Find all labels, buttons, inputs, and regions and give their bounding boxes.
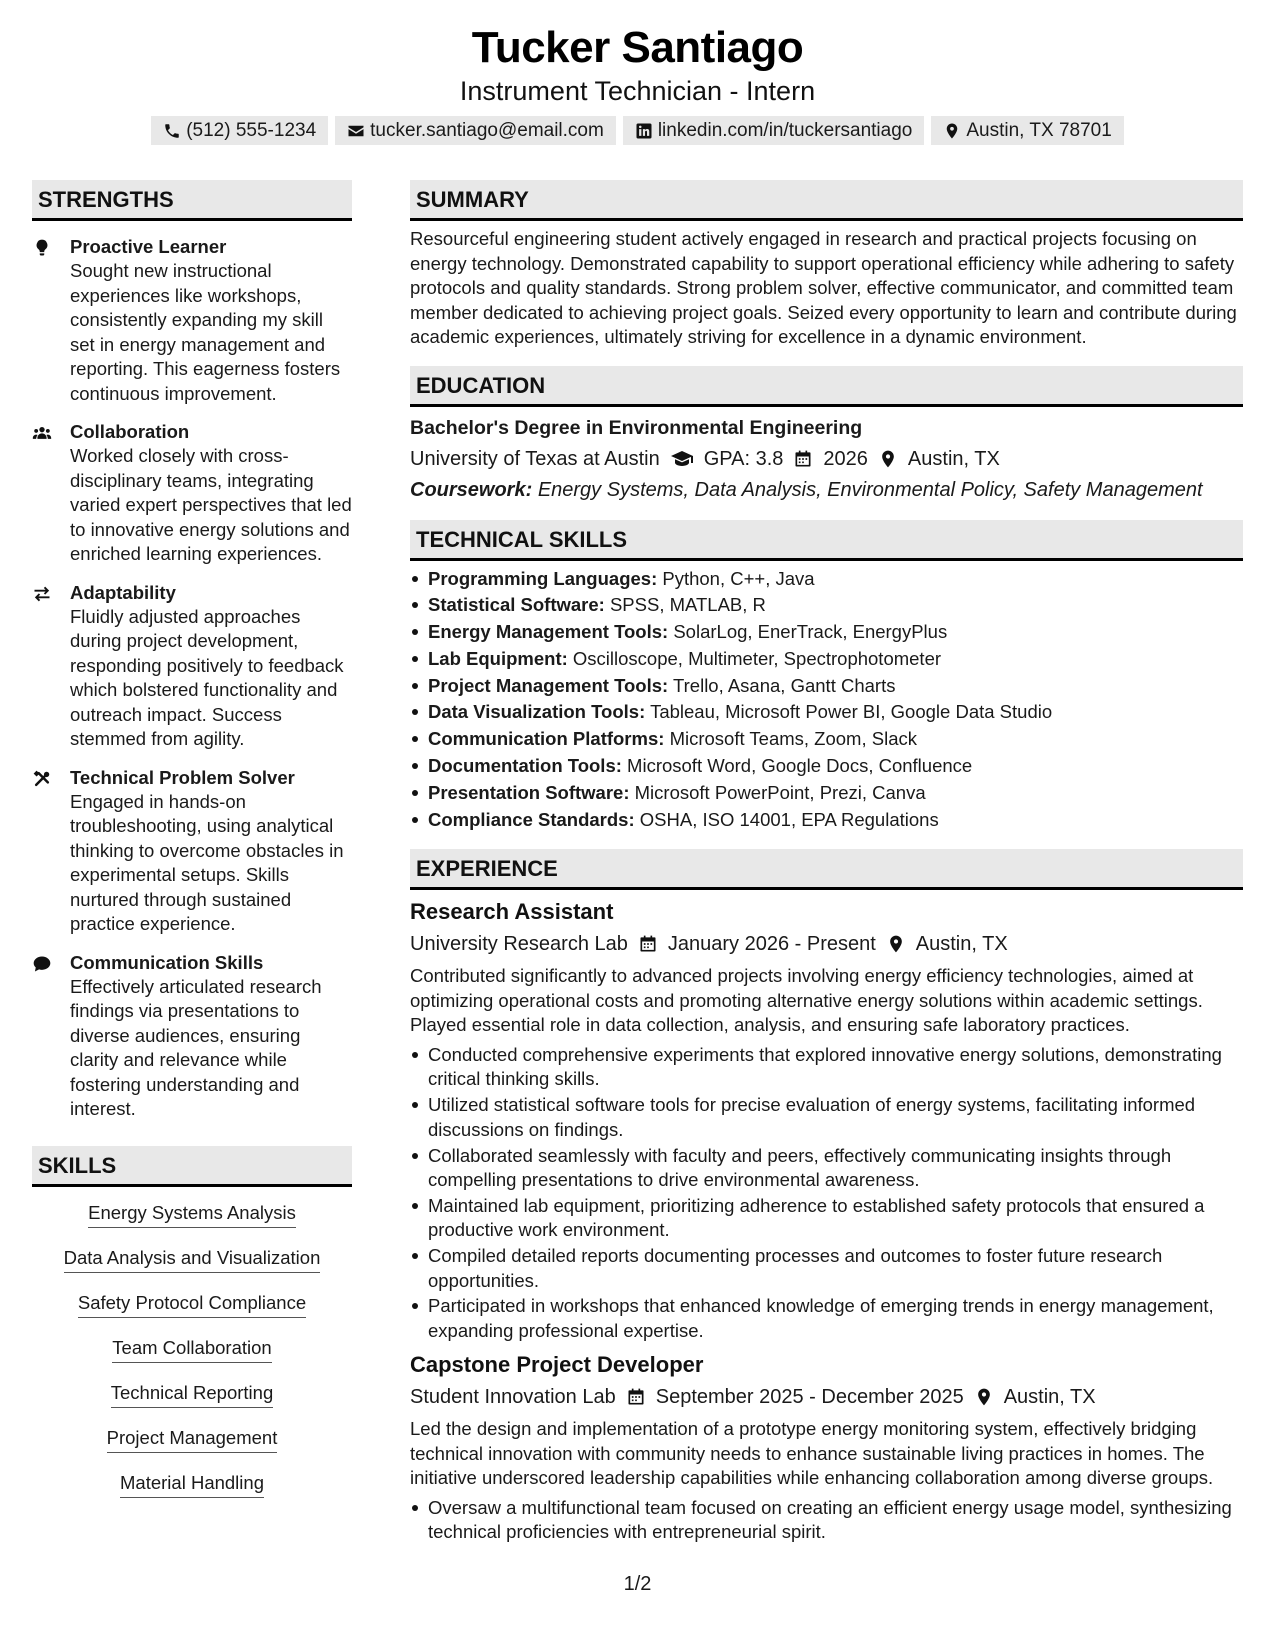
map-pin-icon xyxy=(974,1387,994,1407)
job-bullets xyxy=(410,1043,1243,1343)
coursework-label: Coursework: xyxy=(410,478,533,501)
list-item xyxy=(410,726,1243,753)
left-column xyxy=(32,180,352,1516)
education-location: Austin, TX xyxy=(907,447,1000,470)
skill-value: OSHA, ISO 14001, EPA Regulations xyxy=(639,808,939,830)
coursework-list: Energy Systems, Data Analysis, Environmental Policy, Safety Management xyxy=(537,478,1203,501)
calendar-icon xyxy=(793,449,813,469)
job-location: Austin, TX xyxy=(1003,1386,1096,1409)
skill-tag: Material Handling xyxy=(120,1471,264,1498)
strength-title: Technical Problem Solver xyxy=(70,766,295,788)
list-item: Utilized statistical software tools for precise evaluation of energy systems, facilitating informed discussions on findings. xyxy=(410,1093,1243,1142)
job-title: Capstone Project Developer xyxy=(410,1352,704,1378)
technical-skills-heading: TECHNICAL SKILLS xyxy=(410,520,1243,561)
linkedin-icon xyxy=(635,122,653,140)
skill-value: SolarLog, EnerTrack, EnergyPlus xyxy=(673,621,948,643)
list-item xyxy=(410,646,1243,673)
skill-label: Communication Platforms: xyxy=(428,728,665,750)
linkedin-text: linkedin.com/in/tuckersantiago xyxy=(657,120,913,141)
skill-label: Documentation Tools: xyxy=(428,755,622,777)
location-text: Austin, TX 78701 xyxy=(966,120,1112,141)
skill-label: Compliance Standards: xyxy=(428,808,635,830)
skill-label: Statistical Software: xyxy=(428,594,605,616)
skills-heading: SKILLS xyxy=(32,1146,352,1187)
list-item xyxy=(410,619,1243,646)
skill-value: SPSS, MATLAB, R xyxy=(609,594,766,616)
map-pin-icon xyxy=(886,934,906,954)
education-meta xyxy=(410,445,1243,473)
lightbulb-icon xyxy=(32,235,70,406)
email-text: tucker.santiago@email.com xyxy=(370,120,604,141)
strength-desc: Engaged in hands-on troubleshooting, using analytical thinking to overcome obstacles in experimental setups. Skills nurtured through sustained practice experience. xyxy=(70,790,344,934)
skill-value: Python, C++, Java xyxy=(662,567,815,589)
skill-tag: Safety Protocol Compliance xyxy=(78,1291,306,1318)
list-item: Compiled detailed reports documenting processes and outcomes to foster future research opportunities. xyxy=(410,1244,1243,1293)
skill-label: Project Management Tools: xyxy=(428,674,669,696)
strength-item xyxy=(32,420,352,567)
job-dates: September 2025 - December 2025 xyxy=(655,1386,964,1409)
strength-desc: Worked closely with cross-disciplinary teams, integrating varied expert perspectives that led to innovative energy solutions and enriched learning experiences. xyxy=(70,445,352,564)
skill-tag: Energy Systems Analysis xyxy=(88,1201,296,1228)
strength-desc: Sought new instructional experiences like workshops, consistently expanding my skill set in energy management and reporting. This eagerness fosters continuous improvement. xyxy=(70,260,341,404)
skill-value: Tableau, Microsoft Power BI, Google Data Studio xyxy=(650,701,1053,723)
list-item xyxy=(410,592,1243,619)
job-entry xyxy=(410,898,1243,1343)
skills-list xyxy=(32,1201,352,1516)
page-number: 1/2 xyxy=(623,1573,652,1595)
job-title: Research Assistant xyxy=(410,899,614,925)
strength-item xyxy=(32,951,352,1122)
summary-heading: SUMMARY xyxy=(410,180,1243,221)
arrows-exchange-icon xyxy=(32,581,70,752)
job-description: Led the design and implementation of a prototype energy monitoring system, effectively bridging technical innovation with community needs to enhance sustainable living practices in homes. The initiative underscored leadership capabilities while enhancing collaboration among diverse groups. xyxy=(410,1418,1214,1489)
skill-label: Presentation Software: xyxy=(428,781,630,803)
strength-title: Communication Skills xyxy=(70,951,264,973)
calendar-icon xyxy=(638,934,658,954)
skill-value: Trello, Asana, Gantt Charts xyxy=(673,674,896,696)
skill-tag: Data Analysis and Visualization xyxy=(64,1246,321,1273)
list-item xyxy=(410,753,1243,780)
skill-label: Energy Management Tools: xyxy=(428,621,669,643)
phone-icon xyxy=(163,122,181,140)
skill-value: Microsoft Word, Google Docs, Confluence xyxy=(627,755,973,777)
list-item xyxy=(410,673,1243,700)
strength-item xyxy=(32,766,352,937)
degree-title: Bachelor's Degree in Environmental Engineering xyxy=(410,416,863,439)
technical-skills-list xyxy=(410,566,1243,834)
skill-label: Data Visualization Tools: xyxy=(428,701,646,723)
strength-title: Adaptability xyxy=(70,581,176,603)
strength-item xyxy=(32,235,352,406)
job-dates: January 2026 - Present xyxy=(667,933,876,956)
list-item xyxy=(410,807,1243,834)
contact-phone xyxy=(151,116,328,145)
contact-bar xyxy=(0,116,1275,145)
skill-label: Lab Equipment: xyxy=(428,647,568,669)
skill-value: Microsoft PowerPoint, Prezi, Canva xyxy=(634,781,926,803)
skill-tag: Project Management xyxy=(107,1426,278,1453)
list-item: Oversaw a multifunctional team focused on creating an efficient energy usage model, synthesizing technical proficiencies with entrepreneurial spirit. xyxy=(410,1496,1243,1545)
job-org: Student Innovation Lab xyxy=(410,1386,616,1409)
skill-tag: Technical Reporting xyxy=(111,1381,273,1408)
skill-label: Programming Languages: xyxy=(428,567,658,589)
contact-location xyxy=(931,116,1123,145)
coursework-line xyxy=(410,476,1243,504)
list-item xyxy=(410,566,1243,593)
strengths-heading: STRENGTHS xyxy=(32,180,352,221)
job-meta xyxy=(410,1383,1243,1411)
envelope-icon xyxy=(347,122,365,140)
strength-desc: Effectively articulated research findings via presentations to diverse audiences, ensuring clarity and relevance while fostering understanding and interest. xyxy=(70,975,322,1119)
job-org: University Research Lab xyxy=(410,933,628,956)
contact-email[interactable] xyxy=(335,116,616,145)
job-meta xyxy=(410,930,1243,958)
map-pin-icon xyxy=(943,122,961,140)
education-heading: EDUCATION xyxy=(410,366,1243,407)
gpa-text: GPA: 3.8 xyxy=(703,447,784,470)
calendar-icon xyxy=(626,1387,646,1407)
list-item: Conducted comprehensive experiments that explored innovative energy solutions, demonstrating critical thinking skills. xyxy=(410,1043,1243,1092)
skill-value: Microsoft Teams, Zoom, Slack xyxy=(669,728,917,750)
list-item: Collaborated seamlessly with faculty and peers, effectively communicating insights through compelling presentations to drive environmental awareness. xyxy=(410,1144,1243,1193)
tools-icon xyxy=(32,766,70,937)
graduation-year: 2026 xyxy=(823,447,868,470)
list-item: Participated in workshops that enhanced knowledge of emerging trends in energy management, expanding professional expertise. xyxy=(410,1294,1243,1343)
candidate-title: Instrument Technician - Intern xyxy=(459,76,816,106)
speech-bubble-icon xyxy=(32,951,70,1122)
job-location: Austin, TX xyxy=(915,933,1008,956)
list-item xyxy=(410,780,1243,807)
skill-value: Oscilloscope, Multimeter, Spectrophotometer xyxy=(572,647,942,669)
job-bullets xyxy=(410,1496,1243,1545)
strength-title: Collaboration xyxy=(70,421,190,442)
graduation-cap-icon xyxy=(670,447,694,471)
list-item: Maintained lab equipment, prioritizing adherence to established safety protocols that ensured a productive work environment. xyxy=(410,1194,1243,1243)
right-column xyxy=(410,180,1243,1546)
skill-tag: Team Collaboration xyxy=(112,1336,271,1363)
candidate-name: Tucker Santiago xyxy=(471,23,804,72)
phone-text: (512) 555-1234 xyxy=(186,120,317,141)
resume-header xyxy=(0,0,1275,145)
school-name: University of Texas at Austin xyxy=(410,447,660,470)
job-description: Contributed significantly to advanced projects involving energy efficiency technologies, aimed at optimizing operational costs and promoting alternative energy solutions within academic settings. Played essential role in data collection, analysis, and ensuring safe laboratory practices. xyxy=(410,965,1203,1036)
strength-title: Proactive Learner xyxy=(70,236,227,257)
experience-heading: EXPERIENCE xyxy=(410,849,1243,890)
job-entry xyxy=(410,1351,1243,1545)
users-icon xyxy=(32,420,70,567)
summary-text: Resourceful engineering student actively engaged in research and practical projects focusing on energy technology. Demonstrated capability to support operational efficiency while adhering to safety protocols and quality standards. Strong problem solver, effective communicator, and committed team member dedicated to achieving project goals. Seized every opportunity to learn and contribute during academic experiences, ultimately striving for excellence in a dynamic environment. xyxy=(410,228,1237,347)
map-pin-icon xyxy=(878,449,898,469)
strength-item xyxy=(32,581,352,752)
contact-linkedin[interactable] xyxy=(623,116,925,145)
strength-desc: Fluidly adjusted approaches during project development, responding positively to feedback which bolstered functionality and outreach impact. Success stemmed from agility. xyxy=(70,605,344,749)
list-item xyxy=(410,699,1243,726)
